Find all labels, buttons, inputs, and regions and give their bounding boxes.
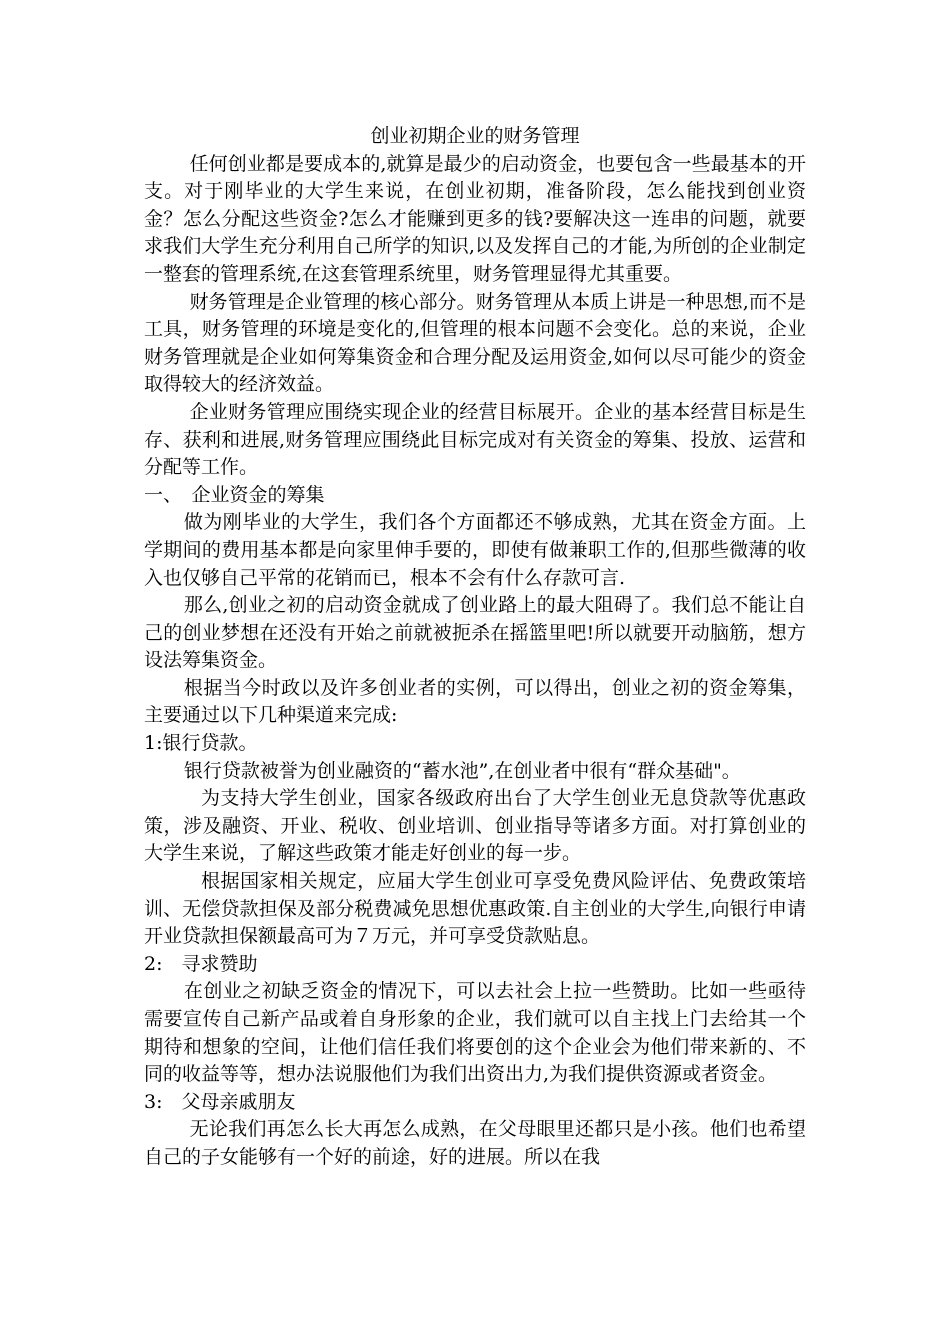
paragraph-bank-loan: 银行贷款被誉为创业融资的“蓄水池”,在创业者中很有“群众基础"。 (183, 759, 741, 782)
subheading-family: 3: 父母亲戚朋友 (144, 1090, 296, 1113)
document-title: 创业初期企业的财务管理 (370, 125, 580, 147)
paragraph-sponsorship: 在创业之初缺乏资金的情况下，可以去社会上拉一些赞助。比如一些亟待需要宣传自己新产品或着自身形象的企业，我们就可以自主找上门去给其一个期待和想象的空间，让他们信任我们将要创的这个企业会为他们带来新的、不同的收益等等，想办法说服他们为我们出资出力,为我们提供资源或者资金。 (144, 980, 806, 1086)
paragraph-graduates: 做为刚毕业的大学生，我们各个方面都还不够成熟，尤其在资金方面。上学期间的费用基本都是向家里伸手要的，即使有做兼职工作的,但那些微薄的收入也仅够自己平常的花销而已，根本不会有什么存款可言. (144, 511, 806, 589)
paragraph-policy: 为支持大学生创业，国家各级政府出台了大学生创业无息贷款等优惠政策，涉及融资、开业、税收、创业培训、创业指导等诸多方面。对打算创业的大学生来说，了解这些政策才能走好创业的每一步。 (144, 787, 806, 865)
paragraph-startup-capital: 那么,创业之初的启动资金就成了创业路上的最大阻碍了。我们总不能让自己的创业梦想在还没有开始之前就被扼杀在摇篮里吧!所以就要开动脑筋，想方设法筹集资金。 (144, 594, 806, 672)
paragraph-family: 无论我们再怎么长大再怎么成熟，在父母眼里还都只是小孩。他们也希望自己的子女能够有一个好的前途，好的进展。所以在我 (144, 1118, 806, 1168)
document-body (144, 123, 806, 1172)
paragraph-regulations: 根据国家相关规定，应届大学生创业可享受免费风险评估、免费政策培训、无偿贷款担保及部分税费减免思想优惠政策.自主创业的大学生,向银行申请开业贷款担保额最高可为７万元，并可享受贷款贴息。 (144, 870, 806, 948)
paragraph-financial-core: 财务管理是企业管理的核心部分。财务管理从本质上讲是一种思想,而不是工具，财务管理的环境是变化的,但管理的根本问题不会变化。总的来说，企业财务管理就是企业如何筹集资金和合理分配及运用资金,如何以尽可能少的资金取得较大的经济效益。 (144, 290, 806, 396)
paragraph-channels: 根据当今时政以及许多创业者的实例，可以得出，创业之初的资金筹集，主要通过以下几种渠道来完成: (144, 676, 806, 727)
paragraph-intro: 任何创业都是要成本的,就算是最少的启动资金，也要包含一些最基本的开支。对于刚毕业的大学生来说，在创业初期，准备阶段，怎么能找到创业资金？怎么分配这些资金?怎么才能赚到更多的钱?要解决这一连串的问题，就要求我们大学生充分利用自己所学的知识,以及发挥自己的才能,为所创的企业制定一整套的管理系统,在这套管理系统里，财务管理显得尤其重要。 (144, 152, 806, 285)
subheading-sponsorship: 2: 寻求赞助 (144, 952, 258, 975)
section-heading-fundraising: 一、 企业资金的筹集 (144, 483, 325, 506)
paragraph-objectives: 企业财务管理应围绕实现企业的经营目标展开。企业的基本经营目标是生存、获利和进展,财务管理应围绕此目标完成对有关资金的筹集、投放、运营和分配等工作。 (144, 400, 806, 479)
subheading-bank-loan: 1:银行贷款。 (144, 732, 258, 755)
